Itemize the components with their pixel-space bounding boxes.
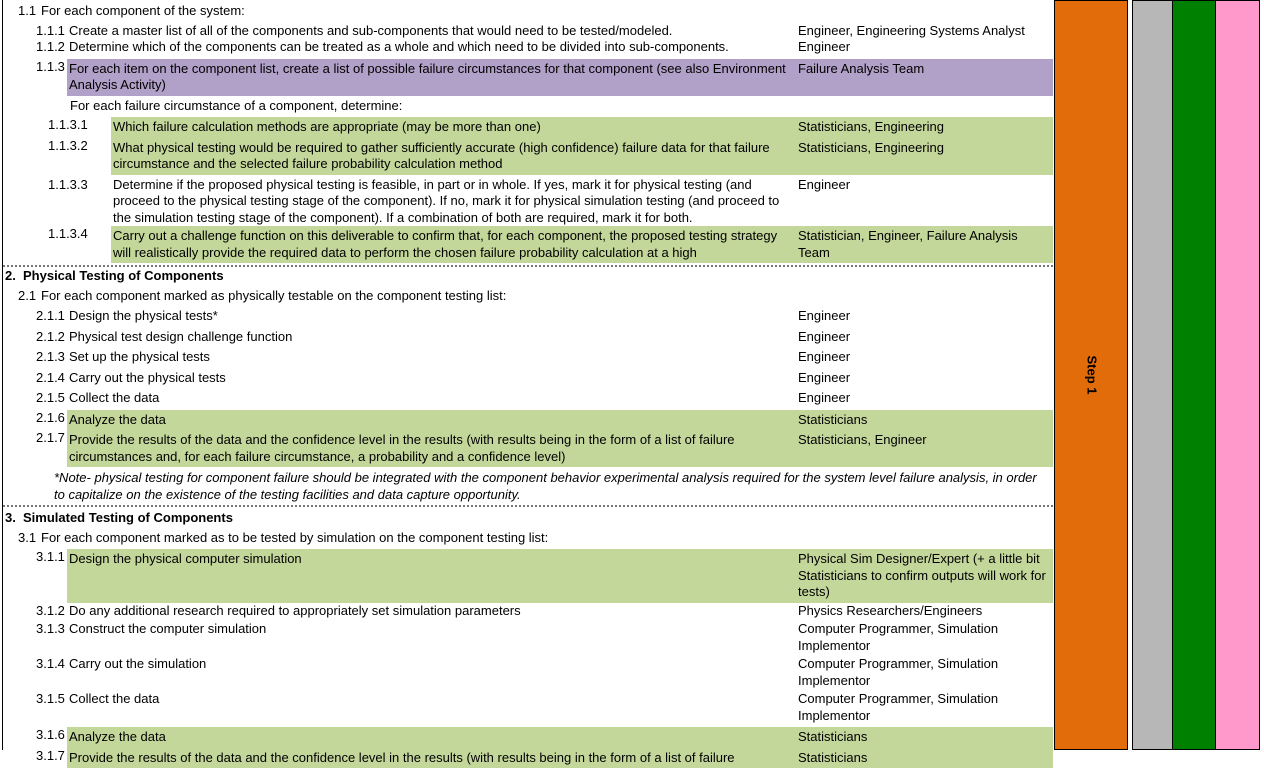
item-number: 1.1.3.3 bbox=[48, 177, 111, 227]
task-row bbox=[3, 748, 1053, 768]
page-break-dotted-line bbox=[3, 505, 1053, 507]
pink-bar[interactable] bbox=[1215, 0, 1260, 750]
step-1-bar[interactable] bbox=[1054, 0, 1128, 750]
task-row bbox=[3, 349, 1053, 366]
task-row bbox=[3, 177, 1053, 227]
item-number: 2.1.2 bbox=[36, 329, 67, 346]
task-row bbox=[3, 370, 1053, 387]
task-row bbox=[3, 656, 1053, 689]
task-row bbox=[3, 308, 1053, 325]
task-description-cell[interactable]: Do any additional research required to appropriately set simulation parameters bbox=[67, 603, 795, 620]
responsible-role-cell[interactable]: Engineer bbox=[795, 390, 1053, 407]
item-number: 3.1.5 bbox=[36, 691, 67, 724]
item-number: 3.1 bbox=[18, 530, 39, 547]
section-title[interactable]: Physical Testing of Components bbox=[21, 268, 795, 285]
task-row bbox=[3, 23, 1053, 40]
item-number: 3.1.6 bbox=[36, 727, 67, 748]
task-row bbox=[3, 727, 1053, 748]
task-row bbox=[3, 59, 1053, 96]
item-number: 2.1.4 bbox=[36, 370, 67, 387]
task-description-cell[interactable]: For each component marked as to be tested by simulation on the component testing list: bbox=[39, 530, 795, 547]
task-description-cell[interactable]: For each component marked as physically testable on the component testing list: bbox=[39, 288, 795, 305]
responsible-role-cell[interactable] bbox=[795, 530, 1053, 547]
item-number: 2. bbox=[5, 268, 21, 285]
task-description-cell[interactable]: Set up the physical tests bbox=[67, 349, 795, 366]
task-description-cell[interactable]: For each component of the system: bbox=[39, 3, 795, 20]
task-description-cell[interactable]: Design the physical computer simulation bbox=[67, 549, 795, 603]
task-description-cell[interactable]: For each item on the component list, create a list of possible failure circumstances for that component (see also Environment Analysis Activity) bbox=[67, 59, 795, 96]
section-title[interactable]: Simulated Testing of Components bbox=[21, 510, 795, 527]
task-row bbox=[3, 117, 1053, 138]
item-number: 2.1.6 bbox=[36, 410, 67, 431]
responsible-role-cell[interactable]: Physical Sim Designer/Expert (+ a little bit Statisticians to confirm outputs will work for tests) bbox=[795, 549, 1053, 603]
gray-bar[interactable] bbox=[1132, 0, 1173, 750]
task-description-cell[interactable]: Collect the data bbox=[67, 691, 795, 724]
item-number: 1.1.3.4 bbox=[48, 226, 111, 263]
responsible-role-cell[interactable]: Engineer bbox=[795, 308, 1053, 325]
task-description-cell[interactable]: Carry out the physical tests bbox=[67, 370, 795, 387]
responsible-role-cell[interactable]: Statistician, Engineer, Failure Analysis Team bbox=[795, 226, 1053, 263]
responsible-role-cell[interactable] bbox=[795, 268, 1053, 285]
green-bar[interactable] bbox=[1172, 0, 1216, 750]
task-row bbox=[3, 390, 1053, 407]
item-number: 3.1.2 bbox=[36, 603, 67, 620]
task-row bbox=[3, 329, 1053, 346]
responsible-role-cell[interactable] bbox=[795, 288, 1053, 305]
item-number: 1.1.3.2 bbox=[48, 138, 111, 175]
responsible-role-cell[interactable]: Engineer bbox=[795, 39, 1053, 56]
task-list bbox=[3, 0, 1053, 768]
task-row bbox=[3, 621, 1053, 654]
task-description-cell[interactable]: Carry out a challenge function on this deliverable to confirm that, for each component, the proposed testing strategy will realistically provide the required data to perform the chosen failure probability calculation at a high bbox=[111, 226, 795, 263]
item-number: 3.1.7 bbox=[36, 748, 67, 768]
task-row bbox=[3, 39, 1053, 56]
task-description-cell[interactable]: Collect the data bbox=[67, 390, 795, 407]
task-description-cell[interactable]: Provide the results of the data and the confidence level in the results (with results being in the form of a list of failure bbox=[67, 748, 795, 768]
responsible-role-cell[interactable]: Statisticians, Engineering bbox=[795, 138, 1053, 175]
task-description-cell[interactable]: Create a master list of all of the components and sub-components that would need to be tested/modeled. bbox=[67, 23, 795, 40]
task-row bbox=[3, 98, 1053, 115]
responsible-role-cell[interactable]: Statisticians, Engineer bbox=[795, 430, 1053, 467]
task-row bbox=[3, 603, 1053, 620]
section-heading-row bbox=[3, 510, 1053, 527]
responsible-role-cell[interactable]: Statisticians bbox=[795, 410, 1053, 431]
responsible-role-cell[interactable]: Engineer, Engineering Systems Analyst bbox=[795, 23, 1053, 40]
task-description-cell[interactable]: Analyze the data bbox=[67, 727, 795, 748]
task-row bbox=[3, 530, 1053, 547]
step-1-label: Step 1 bbox=[1083, 355, 1100, 394]
task-row bbox=[3, 288, 1053, 305]
responsible-role-cell[interactable] bbox=[795, 3, 1053, 20]
task-row bbox=[3, 410, 1053, 431]
task-row bbox=[3, 549, 1053, 603]
task-description-cell[interactable]: Which failure calculation methods are appropriate (may be more than one) bbox=[111, 117, 795, 138]
item-number: 3. bbox=[5, 510, 21, 527]
item-number: 3.1.4 bbox=[36, 656, 67, 689]
task-description-cell[interactable]: Determine which of the components can be treated as a whole and which need to be divided into sub-components. bbox=[67, 39, 795, 56]
item-number: 1.1.1 bbox=[36, 23, 67, 40]
task-description-cell[interactable]: Analyze the data bbox=[67, 410, 795, 431]
task-description-cell[interactable]: Carry out the simulation bbox=[67, 656, 795, 689]
item-number: 2.1.7 bbox=[36, 430, 67, 467]
task-description-cell[interactable]: Design the physical tests* bbox=[67, 308, 795, 325]
item-number: 2.1 bbox=[18, 288, 39, 305]
task-description-cell[interactable]: What physical testing would be required to gather sufficiently accurate (high confidence) failure data for that failure circumstance and the selected failure probability calculation method bbox=[111, 138, 795, 175]
task-description-cell[interactable]: Determine if the proposed physical testing is feasible, in part or in whole. If yes, mark it for physical testing (and proceed to the physical testing stage of the component). If no, mark it for physical simulation testing (and proceed to the simulation testing stage of the component). If a combination of both are required, mark it for both. bbox=[111, 177, 795, 227]
item-number: 1.1 bbox=[18, 3, 39, 20]
responsible-role-cell[interactable]: Statisticians, Engineering bbox=[795, 117, 1053, 138]
responsible-role-cell[interactable]: Computer Programmer, Simulation Implementor bbox=[795, 621, 1053, 654]
item-number: 2.1.5 bbox=[36, 390, 67, 407]
responsible-role-cell[interactable]: Computer Programmer, Simulation Implementor bbox=[795, 691, 1053, 724]
responsible-role-cell[interactable] bbox=[795, 510, 1053, 527]
item-number: 1.1.2 bbox=[36, 39, 67, 56]
page-break-dotted-line bbox=[3, 265, 1053, 267]
task-row bbox=[3, 430, 1053, 467]
responsible-role-cell[interactable]: Engineer bbox=[795, 349, 1053, 366]
task-row bbox=[3, 691, 1053, 724]
responsible-role-cell[interactable] bbox=[795, 98, 1053, 115]
task-row bbox=[3, 3, 1053, 20]
responsible-role-cell[interactable]: Failure Analysis Team bbox=[795, 59, 1053, 96]
item-number: 3.1.3 bbox=[36, 621, 67, 654]
responsible-role-cell[interactable]: Engineer bbox=[795, 329, 1053, 346]
task-description-cell[interactable]: Construct the computer simulation bbox=[67, 621, 795, 654]
responsible-role-cell[interactable]: Statisticians bbox=[795, 748, 1053, 768]
task-description-cell[interactable]: Physical test design challenge function bbox=[67, 329, 795, 346]
responsible-role-cell[interactable]: Engineer bbox=[795, 370, 1053, 387]
task-row bbox=[3, 226, 1053, 263]
responsible-role-cell[interactable]: Engineer bbox=[795, 177, 1053, 227]
task-row bbox=[3, 470, 1053, 503]
task-row bbox=[3, 138, 1053, 175]
task-description-cell[interactable]: For each failure circumstance of a component, determine: bbox=[68, 98, 795, 115]
item-number: 1.1.3.1 bbox=[48, 117, 111, 138]
item-number: 2.1.3 bbox=[36, 349, 67, 366]
item-number: 1.1.3 bbox=[36, 59, 67, 96]
item-number: 3.1.1 bbox=[36, 549, 67, 603]
task-description-cell[interactable]: Provide the results of the data and the confidence level in the results (with results being in the form of a list of failure circumstances and, for each failure circumstance, a probability and a confidence level) bbox=[67, 430, 795, 467]
task-description-cell[interactable]: *Note- physical testing for component failure should be integrated with the component behavior experimental analysis required for the system level failure analysis, in order to capitalize on the existence of the testing facilities and data capture opportunity. bbox=[52, 470, 1053, 503]
responsible-role-cell[interactable]: Physics Researchers/Engineers bbox=[795, 603, 1053, 620]
responsible-role-cell[interactable]: Computer Programmer, Simulation Implementor bbox=[795, 656, 1053, 689]
section-heading-row bbox=[3, 268, 1053, 285]
responsible-role-cell[interactable]: Statisticians bbox=[795, 727, 1053, 748]
item-number: 2.1.1 bbox=[36, 308, 67, 325]
